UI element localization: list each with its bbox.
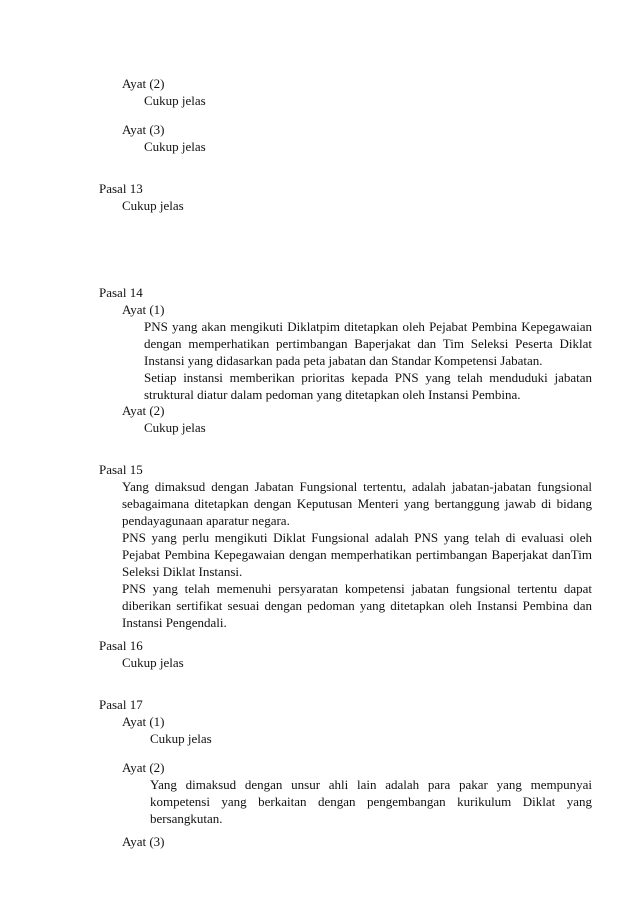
pasal-16-text: Cukup jelas — [122, 655, 184, 670]
ayat-2-text: Cukup jelas — [144, 93, 206, 108]
paragraph-line: sebagaimana ditetapkan dengan Keputusan Menteri yang bertanggung jawab di bidang — [122, 496, 592, 511]
paragraph-line: Setiap instansi memberikan prioritas kepada PNS yang telah menduduki jabatan — [144, 370, 592, 385]
pasal-14-ayat-2-label: Ayat (2) — [122, 403, 165, 418]
pasal-17-heading: Pasal 17 — [99, 697, 143, 712]
pasal-14-ayat-2-text: Cukup jelas — [144, 420, 206, 435]
pasal-17-ayat-1-label: Ayat (1) — [122, 714, 165, 729]
paragraph-line: Yang dimaksud dengan unsur ahli lain adalah para pakar yang mempunyai — [150, 777, 592, 792]
paragraph-line: Yang dimaksud dengan Jabatan Fungsional tertentu, adalah jabatan-jabatan fungsional — [122, 479, 592, 494]
pasal-17-ayat-3-label: Ayat (3) — [122, 834, 165, 849]
pasal-15-paragraph — [122, 478, 592, 631]
ayat-2-label: Ayat (2) — [122, 76, 165, 91]
pasal-14-ayat-1-label: Ayat (1) — [122, 302, 165, 317]
paragraph-line: diberikan sertifikat sesuai dengan pedoman yang ditetapkan oleh Instansi Pembina dan — [122, 598, 592, 613]
ayat-3-label: Ayat (3) — [122, 122, 165, 137]
pasal-17-ayat-1-text: Cukup jelas — [150, 731, 212, 746]
pasal-16-heading: Pasal 16 — [99, 638, 143, 653]
pasal-13-heading: Pasal 13 — [99, 181, 143, 196]
paragraph-line: struktural diatur dalam pedoman yang ditetapkan oleh Instansi Pembina. — [144, 387, 521, 402]
pasal-14-heading: Pasal 14 — [99, 285, 143, 300]
paragraph-line: kompetensi yang berkaitan dengan pengembangan kurikulum Diklat yang — [150, 794, 592, 809]
ayat-3-text: Cukup jelas — [144, 139, 206, 154]
paragraph-line: Pejabat Pembina Kepegawaian dengan memperhatikan pertimbangan Baperjakat danTim — [122, 547, 592, 562]
paragraph-line: Instansi Pengendali. — [122, 615, 227, 630]
pasal-17-ayat-2-paragraph — [150, 776, 592, 827]
paragraph-line: PNS yang akan mengikuti Diklatpim ditetapkan oleh Pejabat Pembina Kepegawaian — [144, 319, 592, 334]
paragraph-line: Seleksi Diklat Instansi. — [122, 564, 243, 579]
paragraph-line: bersangkutan. — [150, 811, 223, 826]
pasal-17-ayat-2-label: Ayat (2) — [122, 760, 165, 775]
pasal-15-heading: Pasal 15 — [99, 462, 143, 477]
paragraph-line: PNS yang perlu mengikuti Diklat Fungsional adalah PNS yang telah di evaluasi oleh — [122, 530, 592, 545]
paragraph-line: Instansi yang didasarkan pada peta jabatan dan Standar Kompetensi Jabatan. — [144, 353, 543, 368]
paragraph-line: pendayagunaan aparatur negara. — [122, 513, 290, 528]
paragraph-line: dengan memperhatikan pertimbangan Baperjakat dan Tim Seleksi Peserta Diklat — [144, 336, 592, 351]
paragraph-line: PNS yang telah memenuhi persyaratan kompetensi jabatan fungsional tertentu dapat — [122, 581, 592, 596]
pasal-14-ayat-1-paragraph — [144, 318, 592, 403]
pasal-13-text: Cukup jelas — [122, 198, 184, 213]
